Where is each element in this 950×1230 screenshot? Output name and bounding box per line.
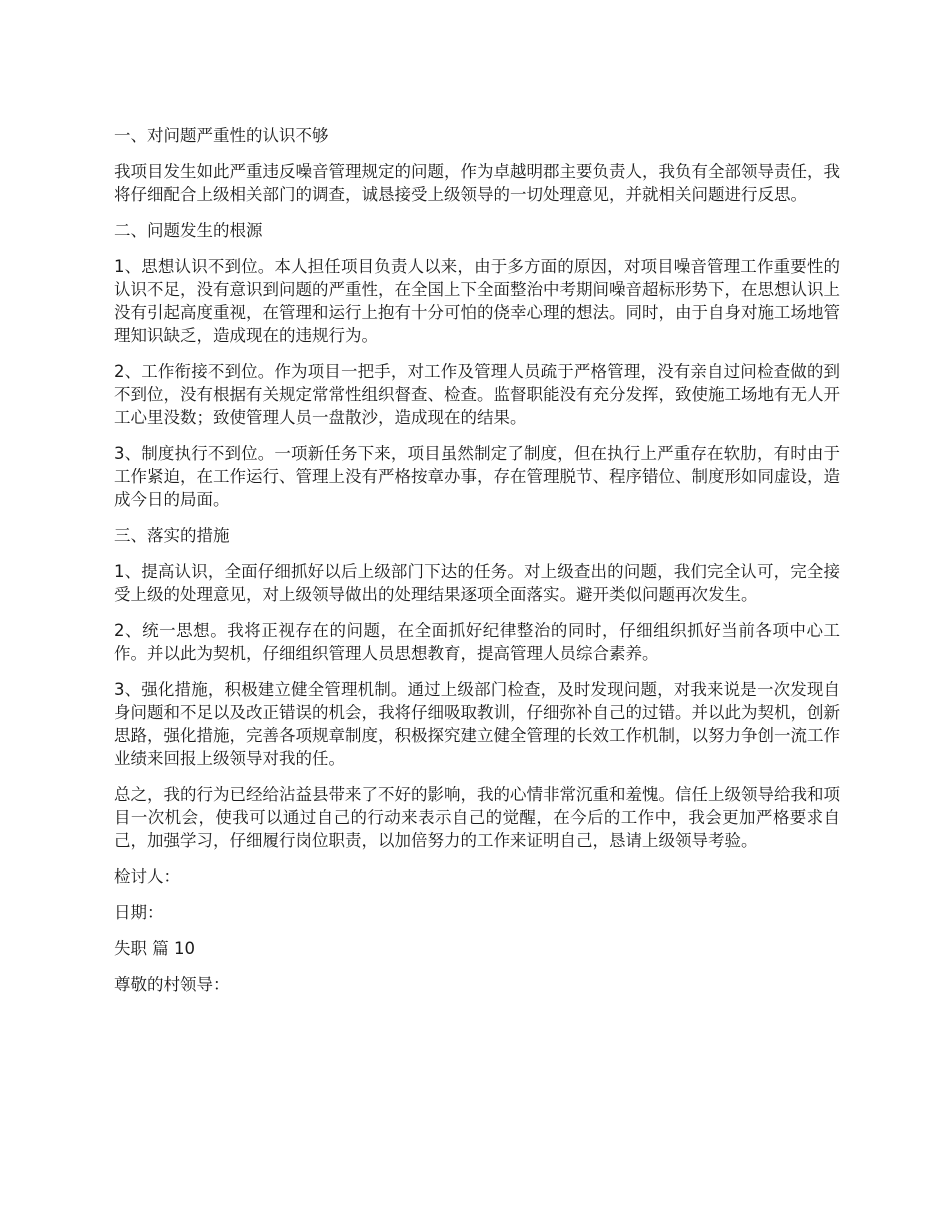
section-heading-2: 二、问题发生的根源 (114, 221, 263, 240)
paragraph-cause-2: 2、工作衔接不到位。作为项目一把手，对工作及管理人员疏于严格管理，没有亲自过问检查做的到不到位，没有根据有关规定常常性组织督查、检查。监督职能没有充分发挥，致使施工场地有无人开工心里没数；致使管理人员一盘散沙，造成现在的结果。 (114, 362, 840, 427)
paragraph-measure-1: 1、提高认识，全面仔细抓好以后上级部门下达的任务。对上级查出的问题，我们完全认可，完全接受上级的处理意见，对上级领导做出的处理结果逐项全面落实。避开类似问题再次发生。 (114, 562, 840, 604)
paragraph-measure-2: 2、统一思想。我将正视存在的问题，在全面抓好纪律整治的同时，仔细组织抓好当前各项中心工作。并以此为契机，仔细组织管理人员思想教育，提高管理人员综合素养。 (114, 621, 840, 663)
paragraph-conclusion: 总之，我的行为已经给沾益县带来了不好的影响，我的心情非常沉重和羞愧。信任上级领导给我和项目一次机会，使我可以通过自己的行动来表示自己的觉醒，在今后的工作中，我会更加严格要求自己，加强学习，仔细履行岗位职责，以加倍努力的工作来证明自己，恳请上级领导考验。 (114, 785, 840, 850)
paragraph-measure-3: 3、强化措施，积极建立健全管理机制。通过上级部门检查，及时发现问题，对我来说是一次发现自身问题和不足以及改正错误的机会，我将仔细吸取教训，仔细弥补自己的过错。并以此为契机，创新思路，强化措施，完善各项规章制度，积极探究建立健全管理的长效工作机制，以努力争创一流工作业绩来回报上级领导对我的任。 (114, 680, 840, 768)
paragraph-cause-1: 1、思想认识不到位。本人担任项目负责人以来，由于多方面的原因，对项目噪音管理工作重要性的认识不足，没有意识到问题的严重性，在全国上下全面整治中考期间噪音超标形势下，在思想认识上没有引起高度重视，在管理和运行上抱有十分可怕的侥幸心理的想法。同时，由于自身对施工场地管理知识缺乏，造成现在的违规行为。 (114, 257, 840, 345)
section-heading-3: 三、落实的措施 (114, 526, 230, 545)
paragraph-responsibility: 我项目发生如此严重违反噪音管理规定的问题，作为卓越明郡主要负责人，我负有全部领导责任，我将仔细配合上级相关部门的调查，诚恳接受上级领导的一切处理意见，并就相关问题进行反思。 (114, 162, 840, 204)
signature-line: 检讨人： (114, 867, 180, 886)
paragraph-cause-3: 3、制度执行不到位。一项新任务下来，项目虽然制定了制度，但在执行上严重存在软肋，有时由于工作紧迫，在工作运行、管理上没有严格按章办事，存在管理脱节、程序错位、制度形如同虚设，造成今日的局面。 (114, 444, 840, 509)
section-heading-1: 一、对问题严重性的认识不够 (114, 126, 329, 145)
salutation: 尊敬的村领导： (114, 975, 230, 994)
date-line: 日期： (114, 903, 164, 922)
next-article-title: 失职 篇 10 (114, 939, 195, 958)
document-body (114, 124, 840, 1009)
